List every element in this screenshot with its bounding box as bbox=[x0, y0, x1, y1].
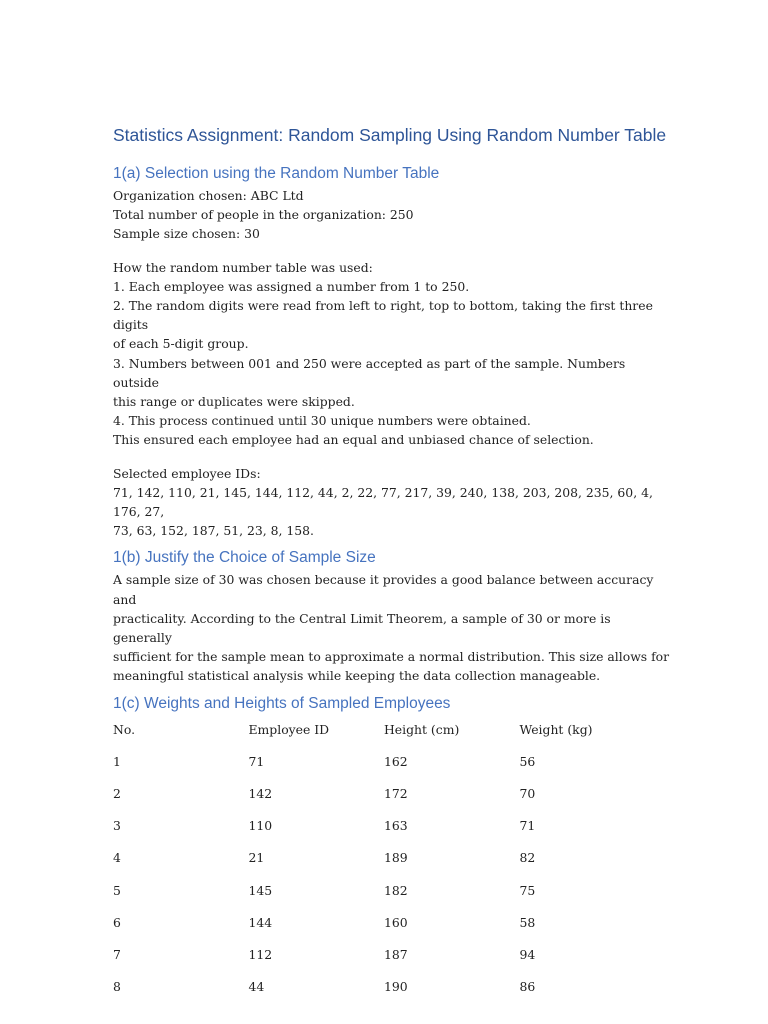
cell-employee-id: 71 bbox=[248, 753, 265, 769]
column-header-no: No. bbox=[113, 721, 136, 737]
method-description bbox=[113, 258, 673, 450]
method-line: This ensured each employee had an equal and unbiased chance of selection. bbox=[113, 432, 594, 448]
cell-employee-id: 44 bbox=[248, 979, 265, 995]
method-line: of each 5-digit group. bbox=[113, 336, 249, 352]
cell-weight: 75 bbox=[519, 882, 536, 898]
cell-height: 163 bbox=[384, 818, 408, 834]
cell-no: 6 bbox=[113, 914, 121, 930]
method-line: this range or duplicates were skipped. bbox=[113, 394, 355, 410]
column-header-employee-id: Employee ID bbox=[248, 721, 330, 737]
fact-total-people: Total number of people in the organization: 250 bbox=[113, 207, 414, 223]
table-row bbox=[113, 752, 673, 784]
ids-label: Selected employee IDs: bbox=[113, 465, 261, 481]
cell-employee-id: 145 bbox=[248, 882, 273, 898]
cell-height: 189 bbox=[384, 850, 408, 866]
fact-organization: Organization chosen: ABC Ltd bbox=[113, 188, 304, 203]
method-line: 3. Numbers between 001 and 250 were accepted as part of the sample. Numbers outside bbox=[113, 355, 626, 390]
fact-sample-size: Sample size chosen: 30 bbox=[113, 226, 260, 242]
justification-line: A sample size of 30 was chosen because it provides a good balance between accuracy and bbox=[113, 572, 654, 607]
cell-height: 162 bbox=[384, 753, 408, 769]
cell-no: 1 bbox=[113, 753, 121, 769]
cell-no: 2 bbox=[113, 786, 121, 802]
table-row bbox=[113, 977, 673, 1009]
cell-weight: 94 bbox=[519, 946, 536, 962]
table-row bbox=[113, 784, 673, 816]
section-b-body bbox=[113, 570, 673, 685]
cell-employee-id: 110 bbox=[248, 818, 273, 834]
table-row bbox=[113, 816, 673, 848]
method-line: How the random number table was used: bbox=[113, 259, 373, 275]
cell-no: 5 bbox=[113, 882, 121, 898]
cell-height: 187 bbox=[384, 946, 408, 962]
justification-line: sufficient for the sample mean to approximate a normal distribution. This size allows for bbox=[113, 649, 670, 665]
cell-weight: 70 bbox=[519, 786, 536, 802]
cell-employee-id: 142 bbox=[248, 786, 273, 802]
table-header-row bbox=[113, 720, 673, 752]
cell-height: 182 bbox=[384, 882, 408, 898]
column-header-height: Height (cm) bbox=[384, 721, 460, 737]
spacer bbox=[113, 450, 673, 464]
section-c-heading: 1(c) Weights and Heights of Sampled Employees bbox=[113, 694, 451, 712]
ids-line: 71, 142, 110, 21, 145, 144, 112, 44, 2, 22, 77, 217, 39, 240, 138, 203, 208, 235, 60, 4, 176, 27, bbox=[113, 484, 653, 520]
table-row bbox=[113, 913, 673, 945]
document-page bbox=[113, 120, 673, 1009]
method-line: 2. The random digits were read from left to right, top to bottom, taking the first three digits bbox=[113, 298, 653, 333]
justification-line: meaningful statistical analysis while keeping the data collection manageable. bbox=[113, 668, 601, 684]
cell-employee-id: 112 bbox=[248, 946, 273, 962]
sample-table bbox=[113, 720, 673, 1010]
spacer bbox=[113, 244, 673, 258]
cell-no: 4 bbox=[113, 850, 121, 866]
cell-weight: 82 bbox=[519, 850, 536, 866]
selected-ids bbox=[113, 464, 673, 541]
cell-height: 172 bbox=[384, 786, 408, 802]
method-line: 1. Each employee was assigned a number from 1 to 250. bbox=[113, 278, 470, 294]
justification-line: practicality. According to the Central Limit Theorem, a sample of 30 or more is generally bbox=[113, 610, 611, 646]
cell-no: 7 bbox=[113, 946, 121, 962]
cell-weight: 71 bbox=[519, 818, 536, 834]
cell-employee-id: 21 bbox=[248, 850, 265, 866]
method-line: 4. This process continued until 30 unique numbers were obtained. bbox=[113, 413, 531, 429]
ids-line: 73, 63, 152, 187, 51, 23, 8, 158. bbox=[113, 523, 314, 539]
cell-weight: 58 bbox=[519, 914, 536, 930]
cell-employee-id: 144 bbox=[248, 914, 273, 930]
table-row bbox=[113, 881, 673, 913]
cell-weight: 56 bbox=[519, 753, 536, 769]
table-row bbox=[113, 945, 673, 977]
table-row bbox=[113, 848, 673, 880]
cell-height: 190 bbox=[384, 979, 408, 995]
cell-height: 160 bbox=[384, 914, 408, 930]
cell-weight: 86 bbox=[519, 979, 536, 995]
cell-no: 8 bbox=[113, 979, 121, 995]
section-a-facts bbox=[113, 186, 673, 244]
document-title: Statistics Assignment: Random Sampling Using Random Number Table bbox=[113, 125, 667, 145]
section-a-heading: 1(a) Selection using the Random Number Table bbox=[113, 165, 440, 182]
column-header-weight: Weight (kg) bbox=[519, 721, 593, 737]
section-b-heading: 1(b) Justify the Choice of Sample Size bbox=[113, 549, 376, 567]
cell-no: 3 bbox=[113, 818, 121, 834]
